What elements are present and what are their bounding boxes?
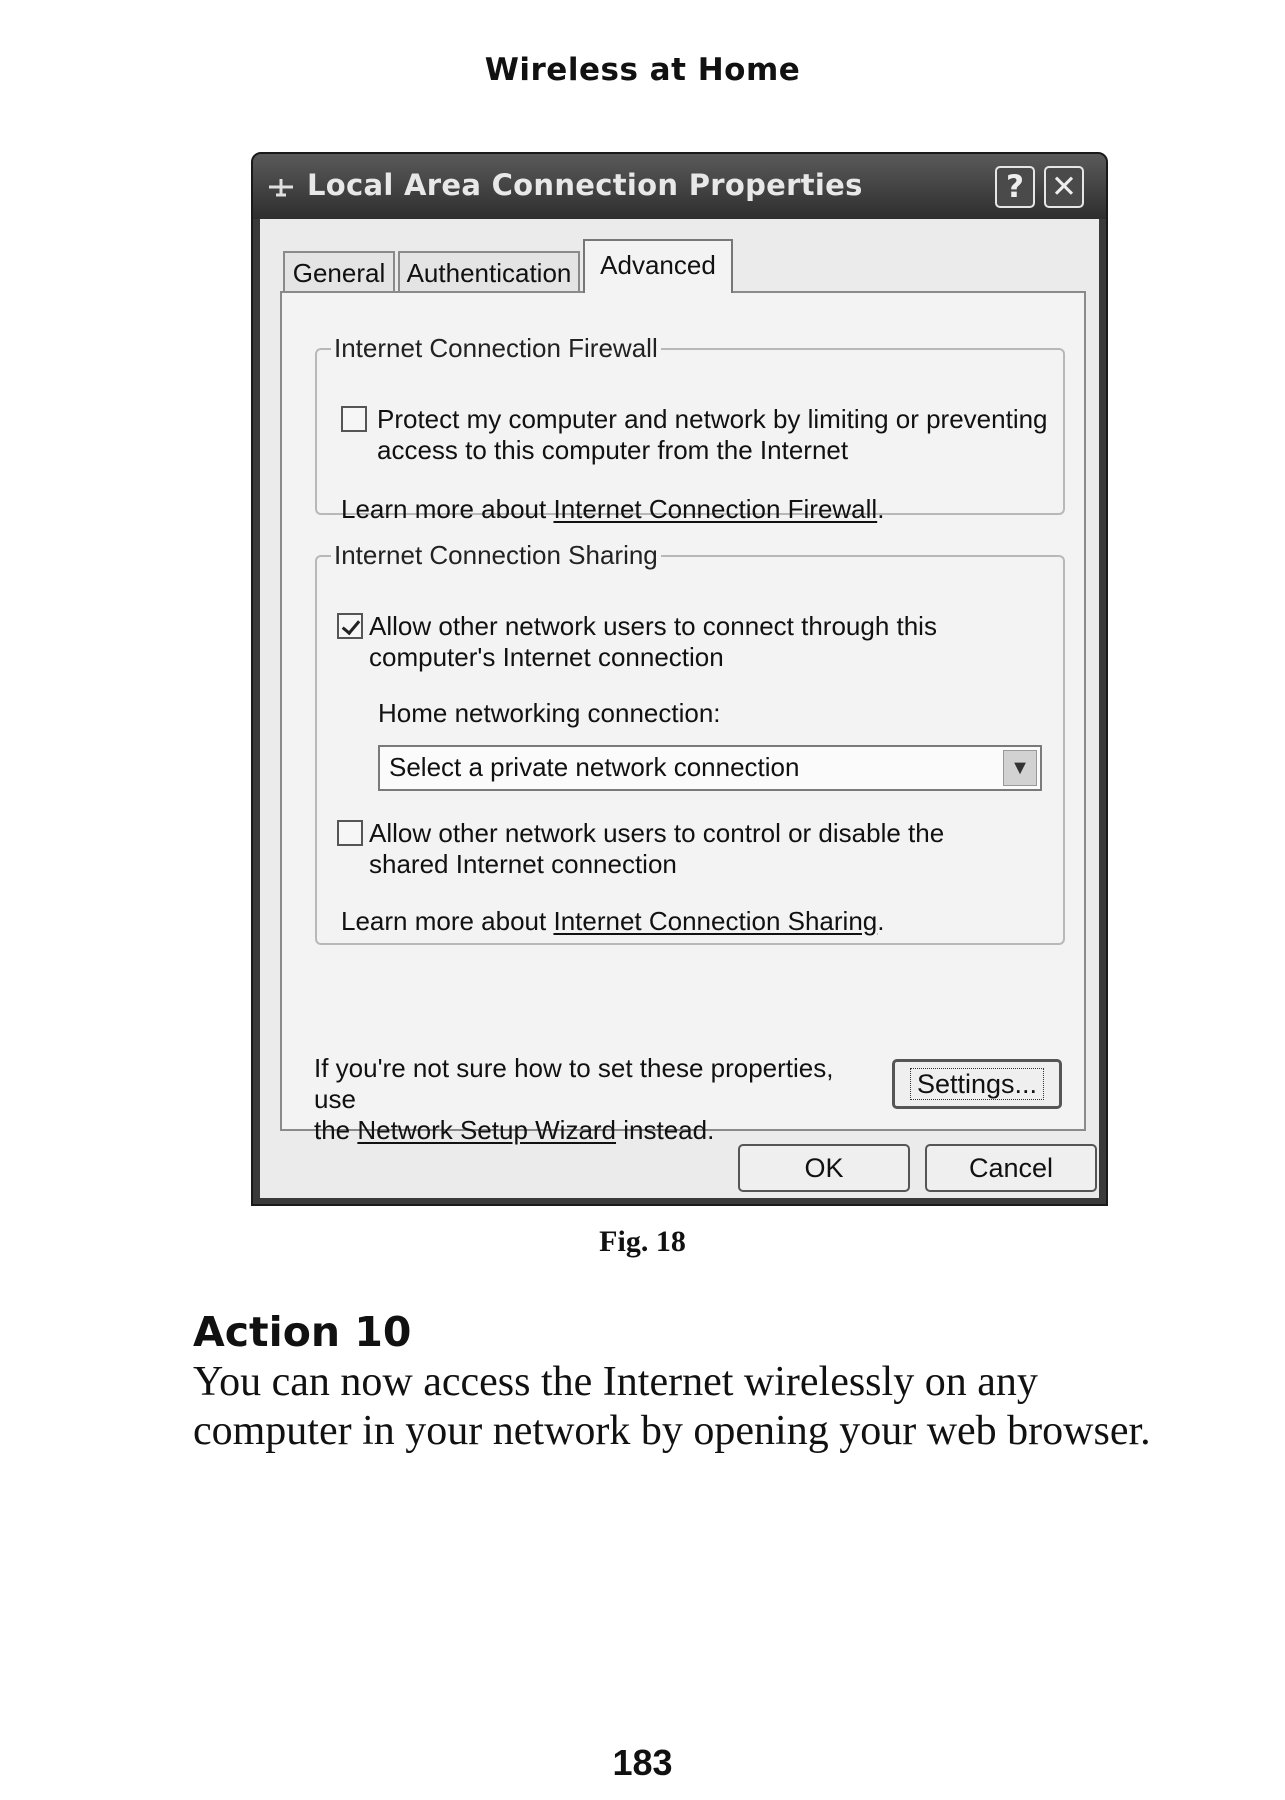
- firewall-checkbox-line2: access to this computer from the Internet: [377, 435, 849, 465]
- sharing-group: [315, 540, 1065, 945]
- settings-button-label: Settings...: [910, 1068, 1044, 1100]
- help-button[interactable]: ?: [995, 166, 1035, 208]
- cancel-button[interactable]: Cancel: [925, 1144, 1097, 1192]
- firewall-learn-link[interactable]: Internet Connection Firewall: [553, 494, 878, 524]
- home-networking-label: Home networking connection:: [378, 698, 721, 728]
- allow-connect-checkbox[interactable]: [337, 613, 363, 639]
- settings-button[interactable]: [892, 1059, 1062, 1109]
- sharing-learn-more: [341, 906, 884, 937]
- ok-button[interactable]: OK: [738, 1144, 910, 1192]
- allow-control-line1: Allow other network users to control or disable the: [369, 818, 945, 848]
- tab-general[interactable]: General: [283, 251, 395, 291]
- allow-control-checkbox[interactable]: [337, 820, 363, 846]
- wizard-hint-line1: If you're not sure how to set these properties, use: [314, 1053, 834, 1114]
- firewall-checkbox-line1: Protect my computer and network by limiting or preventing: [377, 404, 1048, 434]
- allow-connect-label[interactable]: [369, 611, 1049, 673]
- tab-advanced[interactable]: Advanced: [583, 239, 733, 293]
- close-button[interactable]: ✕: [1044, 166, 1084, 208]
- allow-control-label[interactable]: [369, 818, 1049, 880]
- sharing-learn-suffix: .: [877, 906, 885, 936]
- allow-connect-line1: Allow other network users to connect through this: [369, 611, 937, 641]
- firewall-group-legend: Internet Connection Firewall: [334, 333, 658, 363]
- figure-caption: Fig. 18: [599, 1225, 686, 1258]
- firewall-group: [315, 333, 1065, 524]
- sharing-group-legend: Internet Connection Sharing: [334, 540, 658, 570]
- chevron-down-icon[interactable]: ▼: [1003, 750, 1037, 786]
- title-bar[interactable]: [253, 154, 1106, 219]
- advanced-tab-panel: [280, 291, 1086, 1145]
- firewall-learn-prefix: Learn more about: [341, 494, 554, 524]
- firewall-checkbox-label[interactable]: [377, 404, 1057, 466]
- wizard-hint-prefix: the: [314, 1115, 358, 1145]
- tab-authentication[interactable]: Authentication: [398, 251, 580, 291]
- allow-connect-line2: computer's Internet connection: [369, 642, 724, 672]
- firewall-checkbox-row[interactable]: [341, 404, 1051, 468]
- firewall-learn-suffix: .: [877, 494, 885, 524]
- firewall-learn-more: [341, 494, 884, 525]
- dialog-title: Local Area Connection Properties: [307, 168, 863, 202]
- allow-control-line2: shared Internet connection: [369, 849, 677, 879]
- running-head: Wireless at Home: [484, 52, 801, 88]
- dialog-client-area: [260, 219, 1099, 1198]
- page-number: 183: [612, 1742, 673, 1783]
- allow-connect-row[interactable]: [337, 611, 1051, 675]
- wizard-hint-line2: [314, 1115, 874, 1146]
- action-heading: Action 10: [193, 1308, 412, 1356]
- home-networking-select[interactable]: [378, 745, 1042, 791]
- properties-dialog: [251, 152, 1108, 1206]
- sharing-learn-prefix: Learn more about: [341, 906, 554, 936]
- wizard-hint-suffix: instead.: [616, 1115, 715, 1145]
- allow-control-row[interactable]: [337, 818, 1051, 882]
- firewall-checkbox[interactable]: [341, 406, 367, 432]
- home-networking-value: Select a private network connection: [389, 752, 800, 782]
- sharing-learn-link[interactable]: Internet Connection Sharing: [553, 906, 878, 936]
- network-connection-icon: [267, 173, 295, 201]
- wizard-hint: [314, 1053, 874, 1146]
- action-body-text: You can now access the Internet wirelessly on any computer in your network by opening your web browser.: [193, 1359, 1151, 1454]
- network-setup-wizard-link[interactable]: Network Setup Wizard: [357, 1115, 617, 1145]
